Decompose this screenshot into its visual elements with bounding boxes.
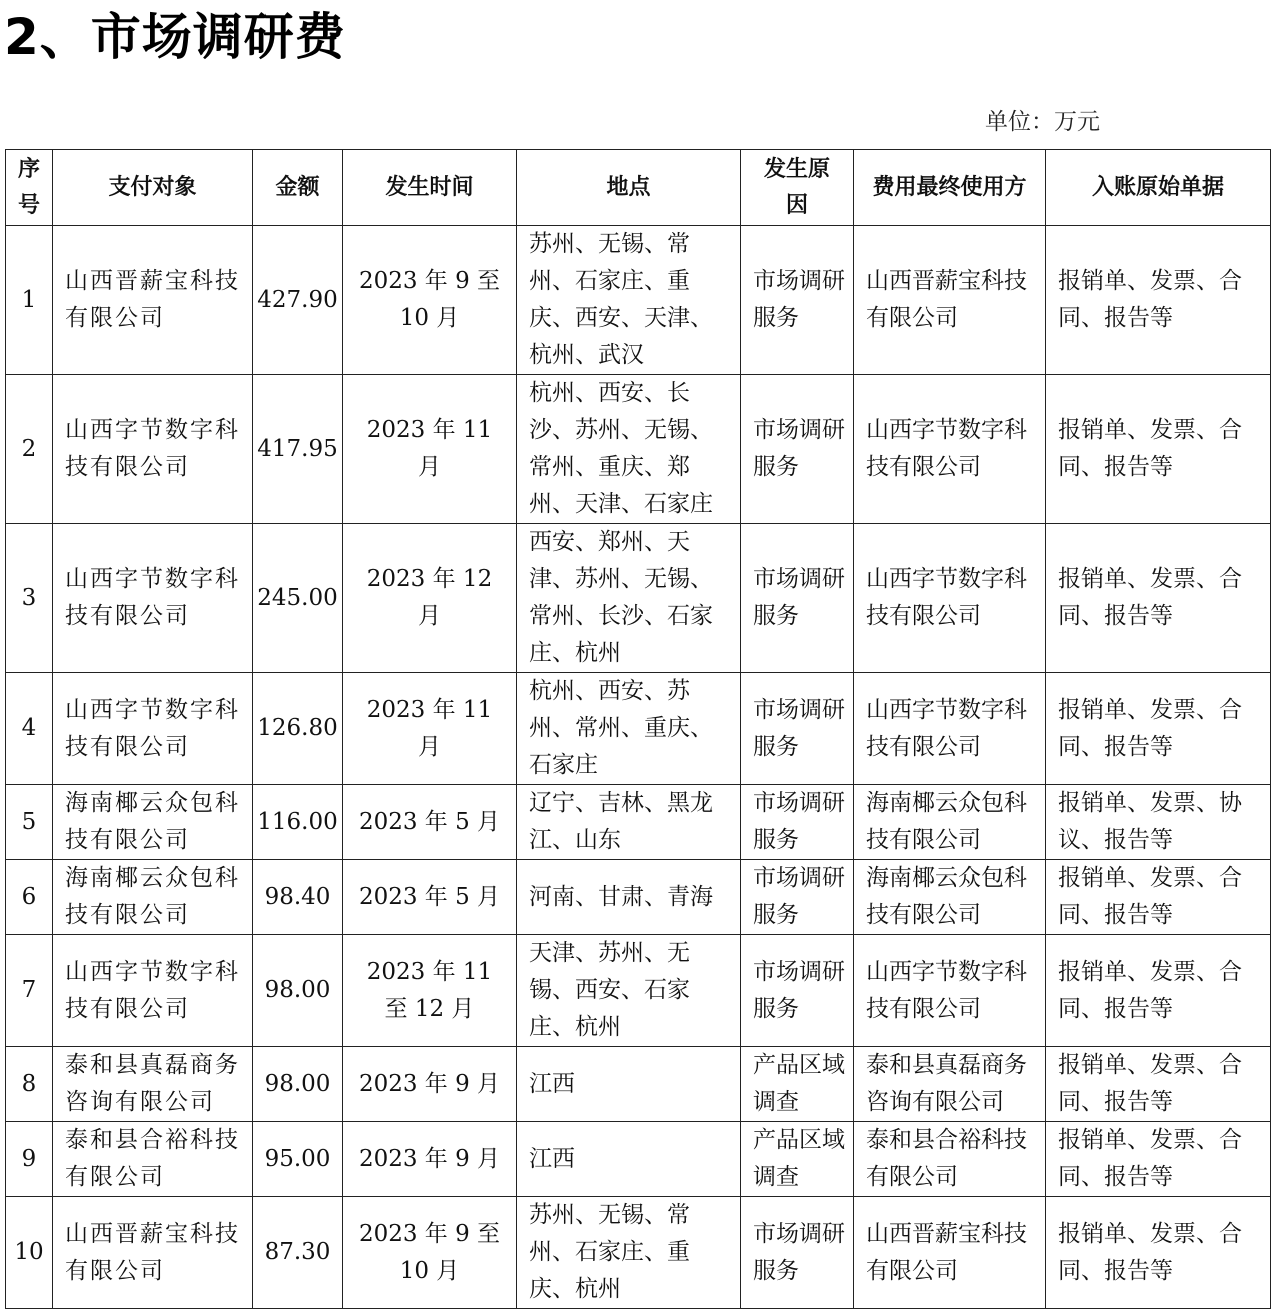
cell-payee: 泰和县真磊商务咨询有限公司	[53, 1047, 253, 1122]
cell-reason: 市场调研服务	[741, 375, 854, 524]
cell-payee: 海南椰云众包科技有限公司	[53, 860, 253, 935]
header-location: 地点	[517, 150, 741, 226]
cell-amount: 98.00	[253, 935, 343, 1047]
cell-location: 苏州、无锡、常州、石家庄、重庆、杭州	[517, 1197, 741, 1309]
cell-end-user: 海南椰云众包科技有限公司	[854, 785, 1046, 860]
table-row	[6, 860, 1271, 935]
cell-end-user: 泰和县合裕科技有限公司	[854, 1122, 1046, 1197]
table-row	[6, 935, 1271, 1047]
cell-end-user: 山西字节数字科技有限公司	[854, 375, 1046, 524]
cell-time: 2023 年 11 月	[343, 375, 517, 524]
cell-payee: 山西字节数字科技有限公司	[53, 935, 253, 1047]
header-documents: 入账原始单据	[1046, 150, 1271, 226]
cell-time: 2023 年 5 月	[343, 785, 517, 860]
cell-location: 杭州、西安、长沙、苏州、无锡、常州、重庆、郑州、天津、石家庄	[517, 375, 741, 524]
cell-payee: 山西晋薪宝科技有限公司	[53, 1197, 253, 1309]
cell-documents: 报销单、发票、合同、报告等	[1046, 1122, 1271, 1197]
table-row	[6, 673, 1271, 785]
cell-location: 天津、苏州、无锡、西安、石家庄、杭州	[517, 935, 741, 1047]
cell-index: 7	[6, 935, 53, 1047]
cell-reason: 产品区域调查	[741, 1047, 854, 1122]
cell-amount: 417.95	[253, 375, 343, 524]
cell-reason: 市场调研服务	[741, 673, 854, 785]
table-row	[6, 375, 1271, 524]
cell-location: 河南、甘肃、青海	[517, 860, 741, 935]
cell-end-user: 海南椰云众包科技有限公司	[854, 860, 1046, 935]
cell-payee: 山西字节数字科技有限公司	[53, 375, 253, 524]
cell-payee: 山西字节数字科技有限公司	[53, 673, 253, 785]
cell-time: 2023 年 9 至 10 月	[343, 226, 517, 375]
cell-documents: 报销单、发票、合同、报告等	[1046, 375, 1271, 524]
cell-location: 江西	[517, 1047, 741, 1122]
market-research-fee-table	[5, 149, 1271, 1309]
cell-time: 2023 年 9 月	[343, 1122, 517, 1197]
table-row	[6, 226, 1271, 375]
table-header-row	[6, 150, 1271, 226]
cell-location: 江西	[517, 1122, 741, 1197]
cell-documents: 报销单、发票、合同、报告等	[1046, 524, 1271, 673]
cell-documents: 报销单、发票、合同、报告等	[1046, 1047, 1271, 1122]
cell-end-user: 泰和县真磊商务咨询有限公司	[854, 1047, 1046, 1122]
cell-index: 4	[6, 673, 53, 785]
cell-index: 6	[6, 860, 53, 935]
cell-reason: 市场调研服务	[741, 524, 854, 673]
cell-time: 2023 年 9 至 10 月	[343, 1197, 517, 1309]
cell-time: 2023 年 11 月	[343, 673, 517, 785]
cell-reason: 产品区域调查	[741, 1122, 854, 1197]
cell-payee: 海南椰云众包科技有限公司	[53, 785, 253, 860]
header-payee: 支付对象	[53, 150, 253, 226]
cell-amount: 98.00	[253, 1047, 343, 1122]
cell-amount: 126.80	[253, 673, 343, 785]
cell-end-user: 山西晋薪宝科技有限公司	[854, 226, 1046, 375]
cell-payee: 山西晋薪宝科技有限公司	[53, 226, 253, 375]
cell-location: 辽宁、吉林、黑龙江、山东	[517, 785, 741, 860]
cell-time: 2023 年 5 月	[343, 860, 517, 935]
cell-location: 苏州、无锡、常州、石家庄、重庆、西安、天津、杭州、武汉	[517, 226, 741, 375]
cell-reason: 市场调研服务	[741, 935, 854, 1047]
table-row	[6, 785, 1271, 860]
table-row	[6, 1047, 1271, 1122]
cell-payee: 山西字节数字科技有限公司	[53, 524, 253, 673]
cell-time: 2023 年 9 月	[343, 1047, 517, 1122]
cell-index: 9	[6, 1122, 53, 1197]
cell-amount: 245.00	[253, 524, 343, 673]
header-reason: 发生原因	[741, 150, 854, 226]
cell-amount: 116.00	[253, 785, 343, 860]
cell-reason: 市场调研服务	[741, 785, 854, 860]
unit-label: 单位：万元	[985, 109, 1100, 135]
cell-amount: 427.90	[253, 226, 343, 375]
cell-index: 2	[6, 375, 53, 524]
cell-index: 10	[6, 1197, 53, 1309]
cell-end-user: 山西字节数字科技有限公司	[854, 524, 1046, 673]
cell-amount: 95.00	[253, 1122, 343, 1197]
cell-end-user: 山西晋薪宝科技有限公司	[854, 1197, 1046, 1309]
header-index: 序号	[6, 150, 53, 226]
cell-documents: 报销单、发票、合同、报告等	[1046, 1197, 1271, 1309]
cell-index: 1	[6, 226, 53, 375]
cell-end-user: 山西字节数字科技有限公司	[854, 673, 1046, 785]
cell-location: 西安、郑州、天津、苏州、无锡、常州、长沙、石家庄、杭州	[517, 524, 741, 673]
cell-index: 8	[6, 1047, 53, 1122]
cell-documents: 报销单、发票、合同、报告等	[1046, 673, 1271, 785]
cell-documents: 报销单、发票、协议、报告等	[1046, 785, 1271, 860]
cell-reason: 市场调研服务	[741, 860, 854, 935]
cell-index: 3	[6, 524, 53, 673]
header-time: 发生时间	[343, 150, 517, 226]
cell-location: 杭州、西安、苏州、常州、重庆、石家庄	[517, 673, 741, 785]
cell-time: 2023 年 12 月	[343, 524, 517, 673]
cell-time: 2023 年 11 至 12 月	[343, 935, 517, 1047]
table-row	[6, 1197, 1271, 1309]
header-end-user: 费用最终使用方	[854, 150, 1046, 226]
cell-amount: 98.40	[253, 860, 343, 935]
cell-documents: 报销单、发票、合同、报告等	[1046, 226, 1271, 375]
cell-reason: 市场调研服务	[741, 1197, 854, 1309]
section-title: 2、市场调研费	[4, 8, 346, 66]
table-row	[6, 1122, 1271, 1197]
header-amount: 金额	[253, 150, 343, 226]
cell-index: 5	[6, 785, 53, 860]
cell-end-user: 山西字节数字科技有限公司	[854, 935, 1046, 1047]
table-row	[6, 524, 1271, 673]
cell-documents: 报销单、发票、合同、报告等	[1046, 860, 1271, 935]
cell-reason: 市场调研服务	[741, 226, 854, 375]
cell-payee: 泰和县合裕科技有限公司	[53, 1122, 253, 1197]
cell-documents: 报销单、发票、合同、报告等	[1046, 935, 1271, 1047]
cell-amount: 87.30	[253, 1197, 343, 1309]
